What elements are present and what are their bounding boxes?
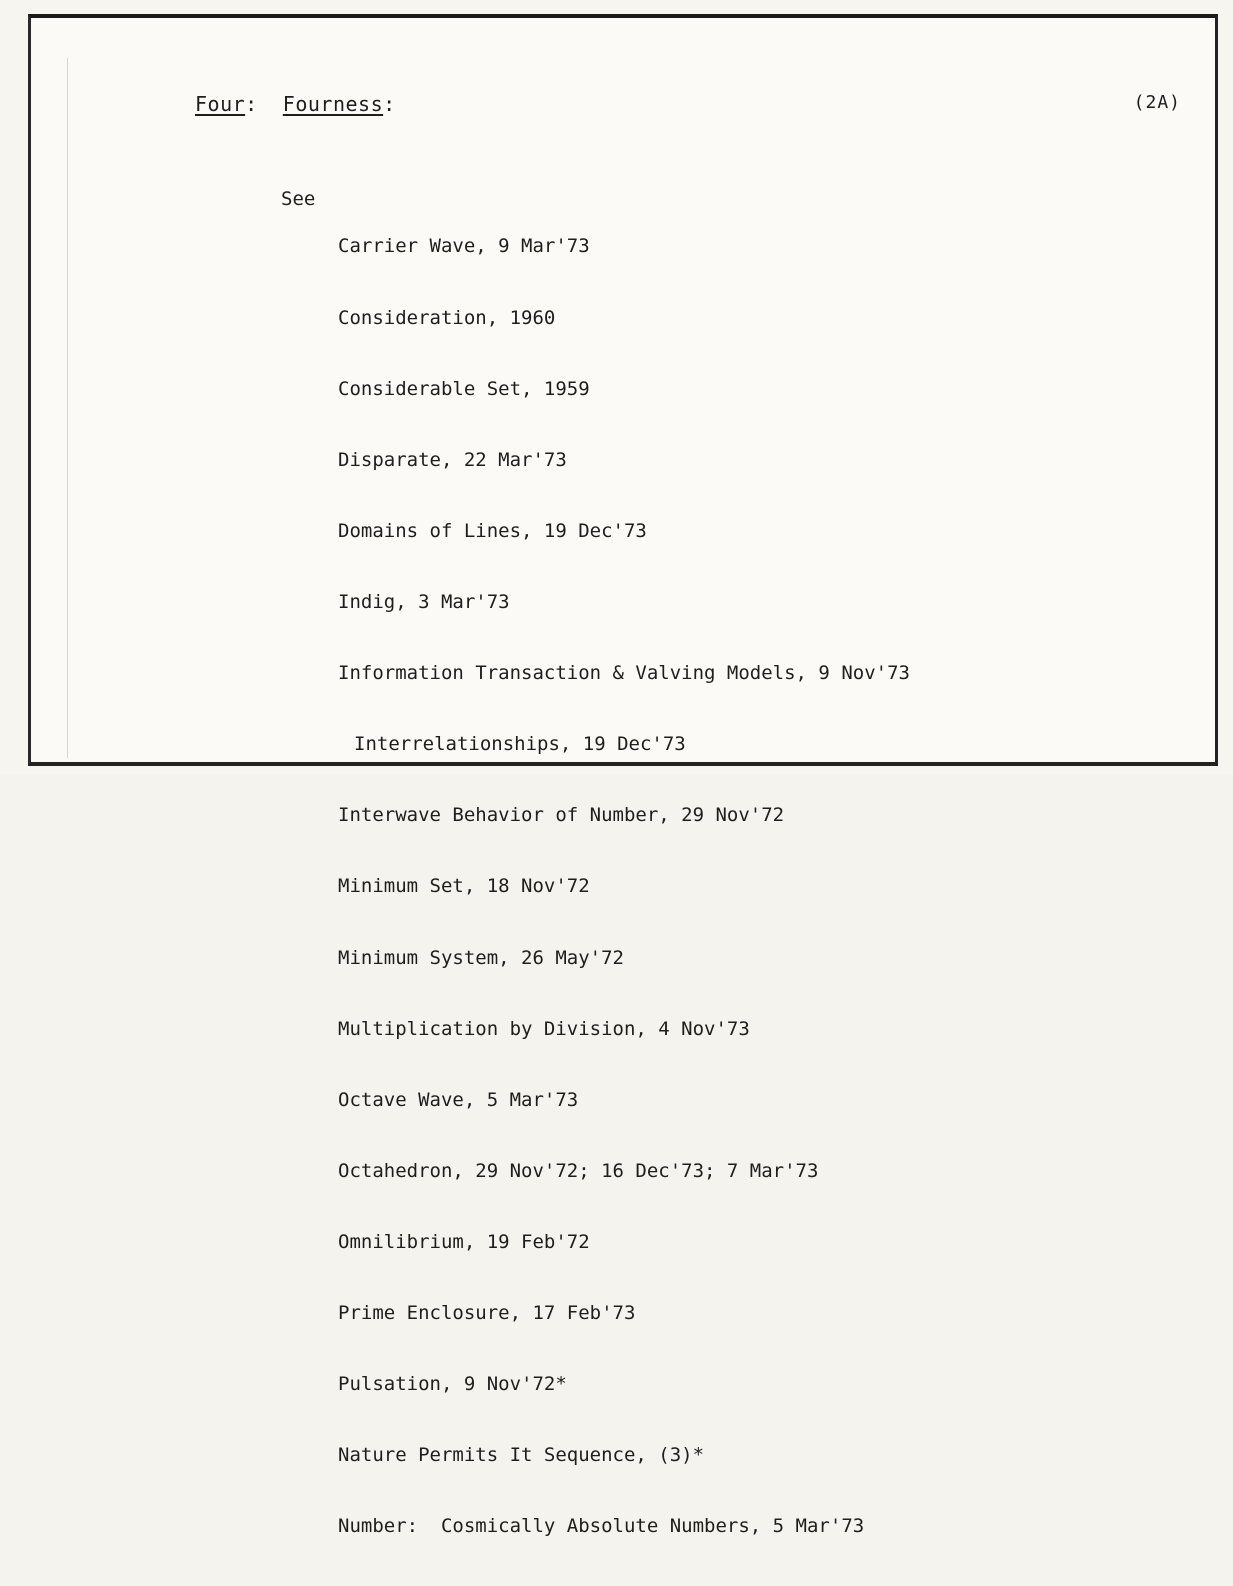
list-item: Multiplication by Division, 4 Nov'73 bbox=[338, 1017, 750, 1040]
list-item: Information Transaction & Valving Models, 9 Nov'73 bbox=[338, 662, 910, 685]
list-item: Prime Enclosure, 17 Feb'73 bbox=[338, 1302, 636, 1325]
heading-term-fourness: Fourness bbox=[282, 92, 384, 116]
list-item: Number: Cosmically Absolute Numbers, 5 Mar'73 bbox=[338, 1515, 865, 1538]
heading-colon: : bbox=[383, 92, 396, 116]
list-item: Octahedron, 29 Nov'72; 16 Dec'73; 7 Mar'73 bbox=[338, 1159, 819, 1182]
list-item: Omnilibrium, 19 Feb'72 bbox=[338, 1230, 590, 1253]
list-item: Domains of Lines, 19 Dec'73 bbox=[338, 519, 647, 542]
list-item: Interrelationships, 19 Dec'73 bbox=[354, 733, 686, 756]
cross-reference-list bbox=[338, 188, 910, 1586]
list-item: Octave Wave, 5 Mar'73 bbox=[338, 1088, 579, 1111]
heading-term-four: Four bbox=[195, 92, 246, 116]
list-item: Indig, 3 Mar'73 bbox=[338, 590, 510, 613]
list-item: Considerable Set, 1959 bbox=[338, 377, 590, 400]
list-item: Minimum Set, 18 Nov'72 bbox=[338, 875, 590, 898]
list-item: Interwave Behavior of Number, 29 Nov'72 bbox=[338, 804, 785, 827]
list-item: Minimum System, 26 May'72 bbox=[338, 946, 624, 969]
list-item: Nature Permits It Sequence, (3)* bbox=[338, 1444, 705, 1467]
list-item: Disparate, 22 Mar'73 bbox=[338, 448, 567, 471]
list-item: Carrier Wave, 9 Mar'73 bbox=[338, 235, 590, 258]
card-inner-edge bbox=[67, 58, 68, 758]
see-label: See bbox=[281, 188, 316, 210]
list-item: Pulsation, 9 Nov'72* bbox=[338, 1373, 567, 1396]
heading-separator: : bbox=[245, 92, 283, 116]
page-reference: (2A) bbox=[1133, 92, 1181, 113]
card-heading bbox=[195, 92, 396, 116]
list-item: Consideration, 1960 bbox=[338, 306, 556, 329]
